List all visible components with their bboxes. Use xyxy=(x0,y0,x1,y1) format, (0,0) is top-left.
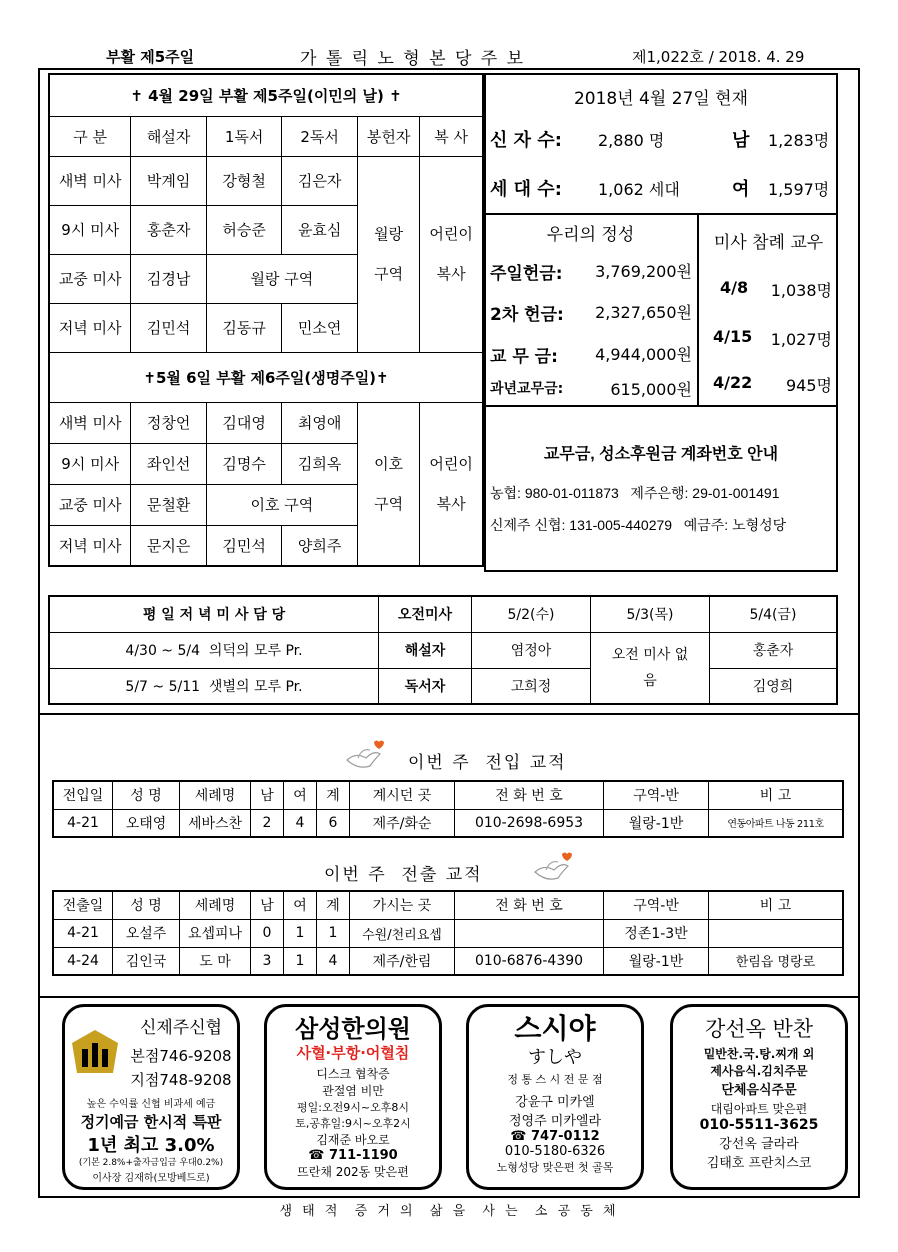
col-header: 구역-반 xyxy=(604,781,709,809)
offering-group: 월랑 구역 xyxy=(357,156,419,352)
cell: 요셉피나 xyxy=(180,919,251,947)
col-header: 세례명 xyxy=(180,891,251,919)
cell: 4 xyxy=(317,947,350,975)
cell: 민소연 xyxy=(282,303,358,352)
ad4-line: 대림아파트 맞은편 xyxy=(710,1102,808,1116)
row-label: 새벽 미사 xyxy=(49,402,131,443)
cell: 010-6876-4390 xyxy=(455,947,604,975)
households-value: 1,062 세대 xyxy=(598,180,680,199)
divider-line xyxy=(38,996,860,998)
attendance-title: 미사 참례 교우 xyxy=(713,233,824,253)
cell: 좌인선 xyxy=(131,443,207,484)
cell: 고희정 xyxy=(472,668,591,704)
ad4-line: 김태호 프란치스코 xyxy=(706,1156,812,1171)
weekday-row: 4/30 ~ 5/4 의덕의 모루 Pr. xyxy=(49,632,379,668)
cell: 6 xyxy=(317,809,350,837)
col-header: 해설자 xyxy=(131,116,207,156)
cell: 도 마 xyxy=(180,947,251,975)
ad2-line: 토,공휴일:9시~오후2시 xyxy=(295,1117,411,1130)
ad4-line: 010-5511-3625 xyxy=(699,1117,819,1133)
weekday-row: 5/7 ~ 5/11 샛별의 모루 Pr. xyxy=(49,668,379,704)
transfer-out-title: 이번 주 전출 교적 xyxy=(324,865,483,885)
ad2-name: 삼성한의원 xyxy=(295,1015,411,1043)
accounts-line2: 신제주 신협: 131-005-440279 예금주: 노형성당 xyxy=(490,517,787,533)
col-header: 전 화 번 호 xyxy=(455,891,604,919)
row-label: 9시 미사 xyxy=(49,205,131,254)
attendance-count: 1,038명 xyxy=(770,281,832,300)
divider-line xyxy=(38,713,860,715)
commentator-label: 해설자 xyxy=(379,632,472,668)
cell: 문지은 xyxy=(131,525,207,566)
cell: 김희옥 xyxy=(282,443,358,484)
col-header: 전 화 번 호 xyxy=(455,781,604,809)
attendance-count: 945명 xyxy=(786,376,832,395)
offering-title: 우리의 정성 xyxy=(546,225,635,245)
cell: 4-21 xyxy=(53,809,113,837)
cell: 월랑-1반 xyxy=(604,809,709,837)
cell: 수원/천리요셉 xyxy=(350,919,455,947)
server-group: 어린이 복사 xyxy=(420,402,483,566)
offering-label: 주일헌금: xyxy=(490,264,563,284)
col-header: 계시던 곳 xyxy=(350,781,455,809)
ad2-line: 뜨란채 202동 맞은편 xyxy=(297,1165,409,1179)
cell: 한림읍 명랑로 xyxy=(709,947,844,975)
ad3-line: 010-5180-6326 xyxy=(504,1144,606,1159)
ad3-name: 스시야 xyxy=(514,1012,596,1045)
cell: 김명수 xyxy=(206,443,282,484)
cell: 양희주 xyxy=(282,525,358,566)
ad1-line: 본점746-9208 xyxy=(130,1047,232,1065)
cell: 제주/화순 xyxy=(350,809,455,837)
offering-label: 과년교무금: xyxy=(490,381,564,397)
col-header: 전출일 xyxy=(53,891,113,919)
cell: 김영희 xyxy=(710,668,838,704)
offering-value: 3,769,200원 xyxy=(595,262,692,281)
ad4-line: 제사음식.김치주문 xyxy=(710,1064,808,1078)
col-header: 남 xyxy=(251,891,284,919)
row-label: 9시 미사 xyxy=(49,443,131,484)
cell: 연동아파트 나동 211호 xyxy=(709,809,844,837)
cell: 강형철 xyxy=(206,156,282,205)
ad3-line: 노형성당 맞은편 첫 골목 xyxy=(496,1161,614,1174)
reader-label: 독서자 xyxy=(379,668,472,704)
cell: 0 xyxy=(251,919,284,947)
credit-union-logo-icon xyxy=(69,1027,121,1081)
col-header: 여 xyxy=(284,781,317,809)
ad1-line: 높은 수익률 신협 비과세 예금 xyxy=(86,1099,216,1110)
col-header: 가시는 곳 xyxy=(350,891,455,919)
cell: 세바스찬 xyxy=(180,809,251,837)
ad-side-dishes xyxy=(670,1004,848,1190)
cell: 010-2698-6953 xyxy=(455,809,604,837)
cell: 홍춘자 xyxy=(131,205,207,254)
schedule1-title: ✝ 4월 29일 부활 제5주일(이민의 날) ✝ xyxy=(49,74,483,116)
cell: 김경남 xyxy=(131,254,207,303)
ad1-line: 이사장 김재하(모방베드로) xyxy=(92,1173,210,1184)
ad-oriental-clinic xyxy=(264,1004,442,1190)
female-label: 여 xyxy=(732,179,750,200)
ad4-line: 밑반찬.국.탕.찌개 외 xyxy=(703,1047,815,1061)
cell xyxy=(455,919,604,947)
ad1-line: 1년 최고 3.0% xyxy=(87,1135,215,1156)
cell: 김대영 xyxy=(206,402,282,443)
ad2-line: 관절염 비만 xyxy=(322,1084,384,1098)
cell: 윤효심 xyxy=(282,205,358,254)
accounts-line1: 농협: 980-01-011873 제주은행: 29-01-001491 xyxy=(490,485,780,501)
male-value: 1,283명 xyxy=(768,131,830,150)
weekday-title: 평 일 저 녁 미 사 담 당 xyxy=(49,596,379,632)
header-left: 부활 제5주일 xyxy=(106,48,195,66)
ad4-line: 단체음식주문 xyxy=(721,1083,797,1098)
offering-value: 4,944,000원 xyxy=(595,345,692,364)
cell: 4-21 xyxy=(53,919,113,947)
cell: 이호 구역 xyxy=(206,484,357,525)
cell: 김동규 xyxy=(206,303,282,352)
day-header: 5/4(금) xyxy=(710,596,838,632)
divider-line xyxy=(484,213,838,215)
ad2-line: 디스크 협착증 xyxy=(316,1067,390,1081)
divider-line xyxy=(484,405,838,407)
cell: 제주/한림 xyxy=(350,947,455,975)
row-label: 저녁 미사 xyxy=(49,525,131,566)
ad2-line: ☎ 711-1190 xyxy=(308,1148,398,1163)
cell xyxy=(709,919,844,947)
col-header: 2독서 xyxy=(282,116,358,156)
col-header: 비 고 xyxy=(709,891,844,919)
col-header: 봉헌자 xyxy=(357,116,419,156)
cell: 김민석 xyxy=(206,525,282,566)
col-header: 구 분 xyxy=(49,116,131,156)
attendance-date: 4/8 xyxy=(720,278,749,297)
col-header: 계 xyxy=(317,781,350,809)
cell: 정존1-3반 xyxy=(604,919,709,947)
row-label: 교중 미사 xyxy=(49,484,131,525)
offering-group: 이호 구역 xyxy=(357,402,419,566)
header-title: 가 톨 릭 노 형 본 당 주 보 xyxy=(300,49,526,69)
ad2-line: 평일:오전9시~오후8시 xyxy=(297,1101,409,1114)
offering-label: 교 무 금: xyxy=(490,347,558,367)
cell: 1 xyxy=(284,947,317,975)
believers-value: 2,880 명 xyxy=(598,131,665,150)
col-header: 여 xyxy=(284,891,317,919)
cell: 염정아 xyxy=(472,632,591,668)
dove-icon xyxy=(532,850,572,888)
cell: 3 xyxy=(251,947,284,975)
ad3-line: 정영주 미카엘라 xyxy=(508,1114,602,1129)
attendance-date: 4/22 xyxy=(713,373,753,392)
attendance-count: 1,027명 xyxy=(770,330,832,349)
cell: 김은자 xyxy=(282,156,358,205)
cell: 오설주 xyxy=(113,919,180,947)
ad4-name: 강선옥 반찬 xyxy=(704,1017,814,1041)
weekday-mass-table xyxy=(48,595,838,705)
ad3-line: 강윤구 미카엘 xyxy=(515,1095,595,1110)
cell: 오전 미사 없 음 xyxy=(591,632,710,704)
cell: 홍춘자 xyxy=(710,632,838,668)
cell: 문철환 xyxy=(131,484,207,525)
cell: 김민석 xyxy=(131,303,207,352)
cell: 4 xyxy=(284,809,317,837)
col-header: 계 xyxy=(317,891,350,919)
accounts-title: 교무금, 성소후원금 계좌번호 안내 xyxy=(543,446,779,463)
offering-value: 2,327,650원 xyxy=(595,303,692,322)
ad3-line: 정 통 스 시 전 문 점 xyxy=(507,1073,603,1086)
attendance-date: 4/15 xyxy=(713,327,753,346)
ad1-line: (기본 2.8%+출자금입금 우대0.2%) xyxy=(78,1158,224,1168)
col-header: 구역-반 xyxy=(604,891,709,919)
server-group: 어린이 복사 xyxy=(420,156,483,352)
ad1-line: 지점748-9208 xyxy=(130,1071,232,1089)
col-header: 성 명 xyxy=(113,891,180,919)
row-label: 교중 미사 xyxy=(49,254,131,303)
transfer-out-table xyxy=(52,890,844,976)
cell: 최영애 xyxy=(282,402,358,443)
stats-date: 2018년 4월 27일 현재 xyxy=(573,89,749,109)
ad4-line: 강선옥 글라라 xyxy=(719,1137,799,1152)
cell: 2 xyxy=(251,809,284,837)
ad3-line: ☎ 747-0112 xyxy=(510,1129,600,1144)
schedule2-title: ✝5월 6일 부활 제6주일(생명주일)✝ xyxy=(49,352,483,402)
col-header: 남 xyxy=(251,781,284,809)
cell: 정창언 xyxy=(131,402,207,443)
header-issue: 제1,022호 / 2018. 4. 29 xyxy=(632,48,805,66)
cell: 허승준 xyxy=(206,205,282,254)
col-header: 비 고 xyxy=(709,781,844,809)
female-value: 1,597명 xyxy=(768,180,830,199)
ad1-line: 정기예금 한시적 특판 xyxy=(80,1113,222,1131)
col-header: 세례명 xyxy=(180,781,251,809)
day-header: 5/3(목) xyxy=(591,596,710,632)
cell: 1 xyxy=(284,919,317,947)
offering-value: 615,000원 xyxy=(610,380,692,399)
morning-mass-label: 오전미사 xyxy=(379,596,472,632)
ad2-line: 김재준 바오로 xyxy=(316,1133,390,1147)
col-header: 1독서 xyxy=(206,116,282,156)
cell: 오태영 xyxy=(113,809,180,837)
row-label: 저녁 미사 xyxy=(49,303,131,352)
ad1-name: 신제주신협 xyxy=(139,1018,223,1038)
ad-credit-union xyxy=(62,1004,240,1190)
col-header: 전입일 xyxy=(53,781,113,809)
cell: 김인국 xyxy=(113,947,180,975)
cell: 월랑-1반 xyxy=(604,947,709,975)
day-header: 5/2(수) xyxy=(472,596,591,632)
ad3-sub: すしや xyxy=(528,1047,582,1068)
cell: 박계임 xyxy=(131,156,207,205)
row-label: 새벽 미사 xyxy=(49,156,131,205)
transfer-in-title: 이번 주 전입 교적 xyxy=(408,753,567,773)
households-label: 세 대 수: xyxy=(490,179,562,200)
mass-schedule-table xyxy=(48,73,484,567)
footer-motto: 생 태 적 증 거 의 삶 을 사 는 소 공 동 체 xyxy=(279,1204,619,1219)
col-header: 성 명 xyxy=(113,781,180,809)
cell: 4-24 xyxy=(53,947,113,975)
cell: 월랑 구역 xyxy=(206,254,357,303)
ad-sushi xyxy=(466,1004,644,1190)
offering-label: 2차 헌금: xyxy=(490,305,564,325)
cell: 1 xyxy=(317,919,350,947)
transfer-in-table xyxy=(52,780,844,838)
believers-label: 신 자 수: xyxy=(490,130,562,151)
ad2-line: 사혈·부항·어혈침 xyxy=(296,1044,410,1062)
male-label: 남 xyxy=(732,130,750,151)
col-header: 복 사 xyxy=(420,116,483,156)
dove-icon xyxy=(344,738,384,776)
